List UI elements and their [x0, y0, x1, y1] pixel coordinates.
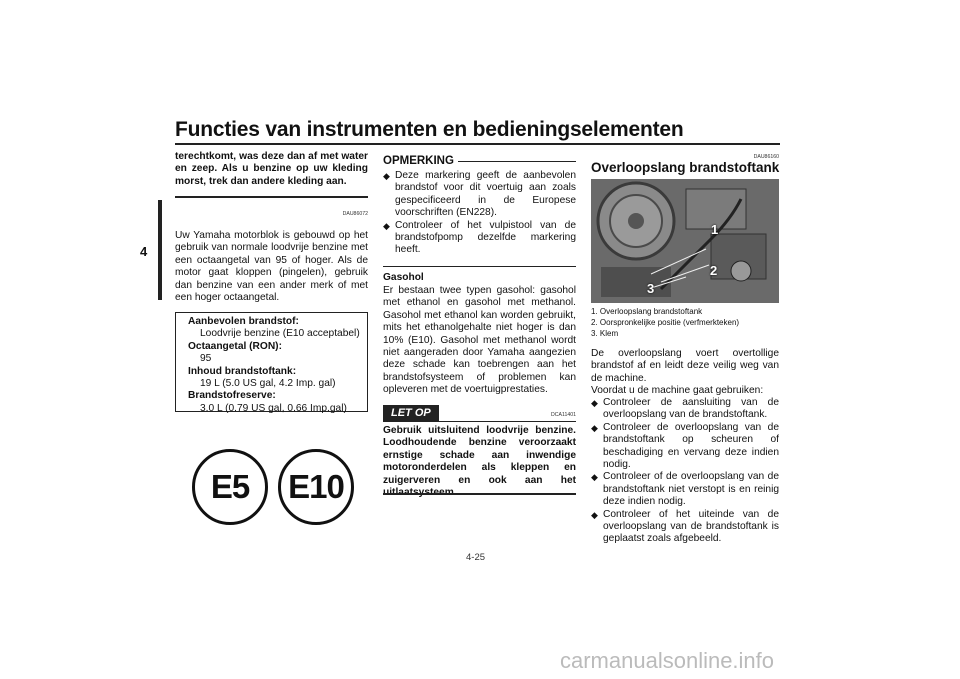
gasohol-title: Gasohol: [383, 272, 424, 283]
caution-top-rule: [383, 421, 576, 422]
check-item-text: Controleer de aansluiting van de overloopslang van de brandstoftank.: [603, 397, 779, 421]
chapter-tab-bar: [158, 200, 162, 300]
diamond-bullet-icon: ◆: [383, 220, 390, 231]
spec-value: 3.0 L (0.79 US gal, 0.66 Imp.gal): [200, 402, 347, 414]
section-code: DAU86072: [342, 211, 368, 217]
note-list: [383, 170, 576, 257]
caution-bottom-rule: [383, 493, 576, 495]
page-title: Functies van instrumenten en bedieningselementen: [175, 118, 684, 141]
watermark: carmanualsonline.info: [560, 648, 775, 673]
spec-label: Octaangetal (RON):: [188, 340, 282, 352]
check-item-text: Controleer de overloopslang van de brandstoftank op scheuren of beschadiging en vervang deze indien nodig.: [603, 421, 779, 471]
note-rule: [458, 161, 576, 162]
engine-photo: [591, 179, 779, 303]
caution-text: Gebruik uitsluitend loodvrije benzine. Loodhoudende benzine veroorzaakt ernstige schade aan inwendige motoronderdelen als kleppen en zuigerveren en ook aan het: [383, 425, 576, 486]
spec-value: 95: [200, 353, 212, 365]
e5-fuel-badge: E5: [192, 449, 268, 525]
section-code: DAU86160: [753, 154, 779, 160]
note-heading: [383, 155, 576, 167]
engine-illustration: [591, 179, 779, 303]
callout-1: 1: [711, 222, 719, 237]
check-item-text: Controleer of het uiteinde van de overloopslang van de brandstoftank is geplaatst zoals afgebeeld.: [603, 508, 779, 545]
diamond-bullet-icon: ◆: [383, 171, 390, 181]
hose-check-intro: Voordat u de machine gaat gebruiken:: [591, 385, 764, 396]
photo-captions: [591, 306, 779, 339]
spec-value: Loodvrije benzine (E10 acceptabel): [200, 328, 360, 340]
chapter-number: 4: [140, 244, 148, 259]
caution-code: DCA11401: [551, 412, 576, 418]
section-heading: Overloopslang brandstoftank: [591, 160, 780, 175]
caption-item: 3. Klem: [591, 329, 619, 338]
divider: [175, 196, 368, 198]
list-item: [591, 509, 779, 546]
list-item: [591, 397, 779, 422]
gasohol-text: Er bestaan twee typen gasohol: gasohol met ethanol en gasohol met methanol. Gasohol met ethanol kan worden gebruikt, mits het ethanolgehalte niet hoger is dan 10% (E10). Gasohol met methanol wordt niet aangeraden door Yamaha aangezien deze schade kan toebrengen aan het brandstofsysteem of problemen kan opleveren met de voertuigprestaties.: [383, 285, 576, 396]
caption-item: 1. Overloopslang brandstoftank: [591, 307, 703, 316]
list-item: [383, 220, 576, 257]
continuation-text: terechtkomt, was deze dan af met water en zeep. Als u benzine op uw kleding morst, trek dan andere kleding aan.: [175, 151, 368, 187]
callout-2: 2: [710, 263, 718, 278]
spec-label: Aanbevolen brandstof:: [188, 316, 299, 327]
page-number: 4-25: [466, 552, 486, 563]
list-item: [591, 422, 779, 472]
diamond-bullet-icon: ◆: [591, 509, 598, 520]
check-item-text: Controleer of de overloopslang van de brandstoftank niet verstopt is en reinig deze indien nodig.: [603, 471, 779, 508]
caption-item: 2. Oorspronkelijke positie (verfmerkteken): [591, 318, 740, 327]
fuel-intro-text: Uw Yamaha motorblok is gebouwd op het gebruik van normale loodvrije benzine met een octaangetal van 95 of hoger. Als de motor gaat kloppen (pingelen), gebruik dan benzine van een ander merk of met een hoger octaangetal.: [175, 230, 368, 304]
caution-label: LET OP: [383, 405, 439, 421]
fuel-spec-box: [175, 312, 368, 412]
diamond-bullet-icon: ◆: [591, 472, 598, 483]
spec-label: Brandstofreserve:: [188, 390, 276, 402]
callout-3: 3: [647, 281, 655, 296]
note-end-rule: [383, 266, 576, 267]
diamond-bullet-icon: ◆: [591, 398, 598, 408]
diamond-bullet-icon: ◆: [591, 422, 598, 433]
list-item: [383, 170, 576, 220]
spec-value: 19 L (5.0 US gal, 4.2 Imp. gal): [200, 378, 336, 390]
header-rule: [175, 143, 780, 145]
note-item-text: Deze markering geeft de aanbevolen brandstof voor dit voertuig aan zoals gespecificeerd in de Europese voorschriften (EN228).: [395, 170, 576, 219]
note-item-text: Controleer of het vulpistool van de brandstofpomp dezelfde markering heeft.: [395, 219, 576, 256]
list-item: [591, 471, 779, 508]
hose-intro-text: De overloopslang voert overtollige brandstof af en leidt deze veilig weg van de machine.: [591, 348, 779, 384]
spec-label: Inhoud brandstoftank:: [188, 365, 297, 377]
note-title: OPMERKING: [383, 155, 454, 167]
e10-fuel-badge: E10: [278, 449, 354, 525]
check-list: [591, 397, 779, 546]
